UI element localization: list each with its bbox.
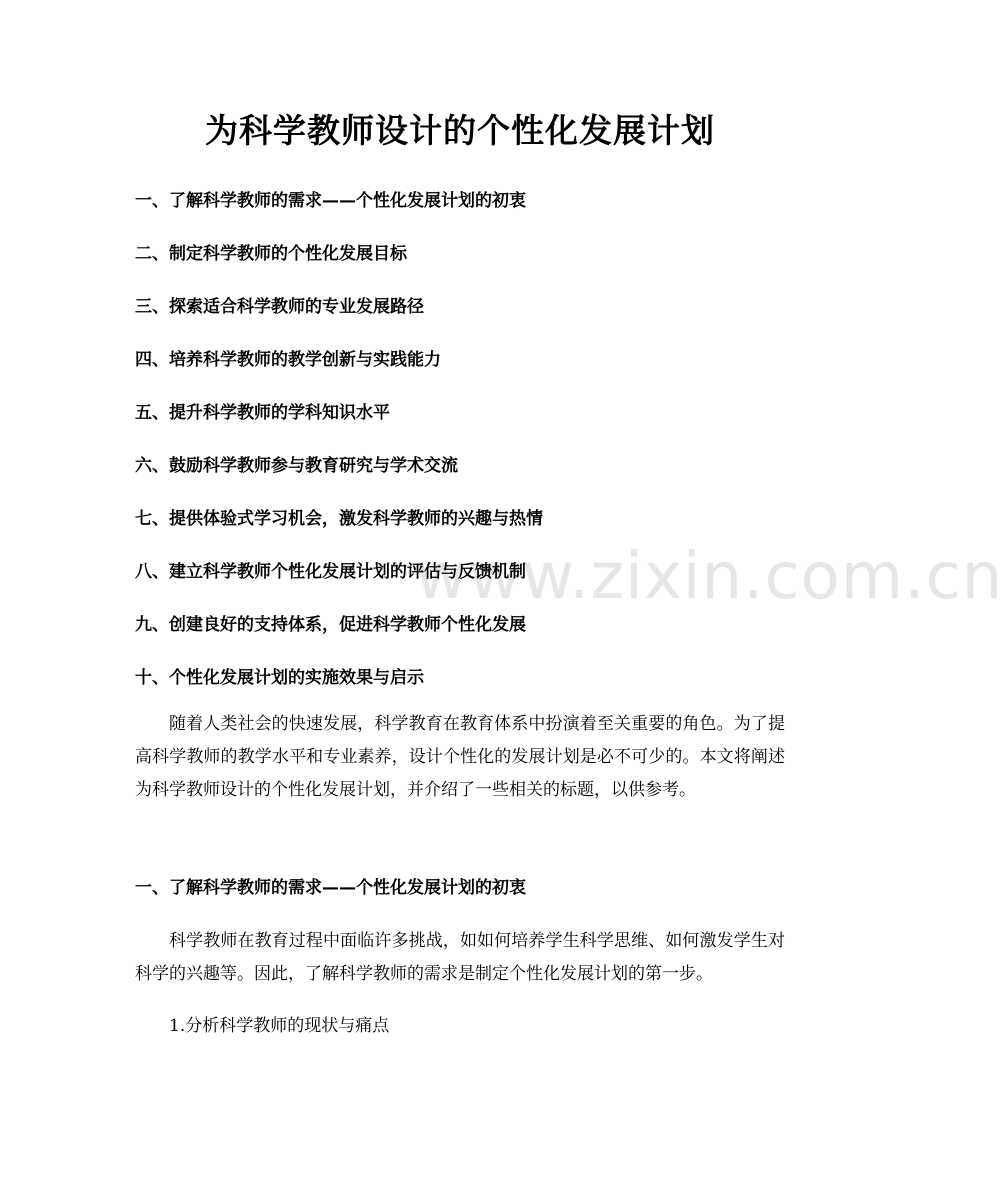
toc-item: 三、探索适合科学教师的专业发展路径	[135, 297, 424, 317]
page-title: 为科学教师设计的个性化发展计划	[205, 111, 715, 150]
toc-item: 二、制定科学教师的个性化发展目标	[135, 244, 407, 264]
toc-item: 十、个性化发展计划的实施效果与启示	[135, 668, 424, 688]
toc-item: 五、提升科学教师的学科知识水平	[135, 403, 390, 423]
subsection-item: 1.分析科学教师的现状与痛点	[169, 1016, 390, 1036]
intro-paragraph: 随着人类社会的快速发展，科学教育在教育体系中扮演着至关重要的角色。为了提高科学教师的教学水平和专业素养，设计个性化的发展计划是必不可少的。本文将阐述为科学教师设计的个性化发展计划，并介绍了一些相关的标题，以供参考。	[135, 714, 785, 800]
section-heading: 一、了解科学教师的需求——个性化发展计划的初衷	[135, 878, 526, 898]
toc-item: 七、提供体验式学习机会，激发科学教师的兴趣与热情	[135, 509, 543, 529]
table-of-contents	[135, 186, 795, 716]
watermark: www.zixin.com.cn	[415, 540, 1003, 614]
toc-item: 八、建立科学教师个性化发展计划的评估与反馈机制	[135, 562, 526, 582]
section-paragraph: 科学教师在教育过程中面临许多挑战，如如何培养学生科学思维、如何激发学生对科学的兴趣等。因此，了解科学教师的需求是制定个性化发展计划的第一步。	[135, 931, 785, 984]
toc-item: 九、创建良好的支持体系，促进科学教师个性化发展	[135, 615, 526, 635]
toc-item: 一、了解科学教师的需求——个性化发展计划的初衷	[135, 191, 526, 211]
toc-item: 四、培养科学教师的教学创新与实践能力	[135, 350, 441, 370]
toc-item: 六、鼓励科学教师参与教育研究与学术交流	[135, 456, 458, 476]
